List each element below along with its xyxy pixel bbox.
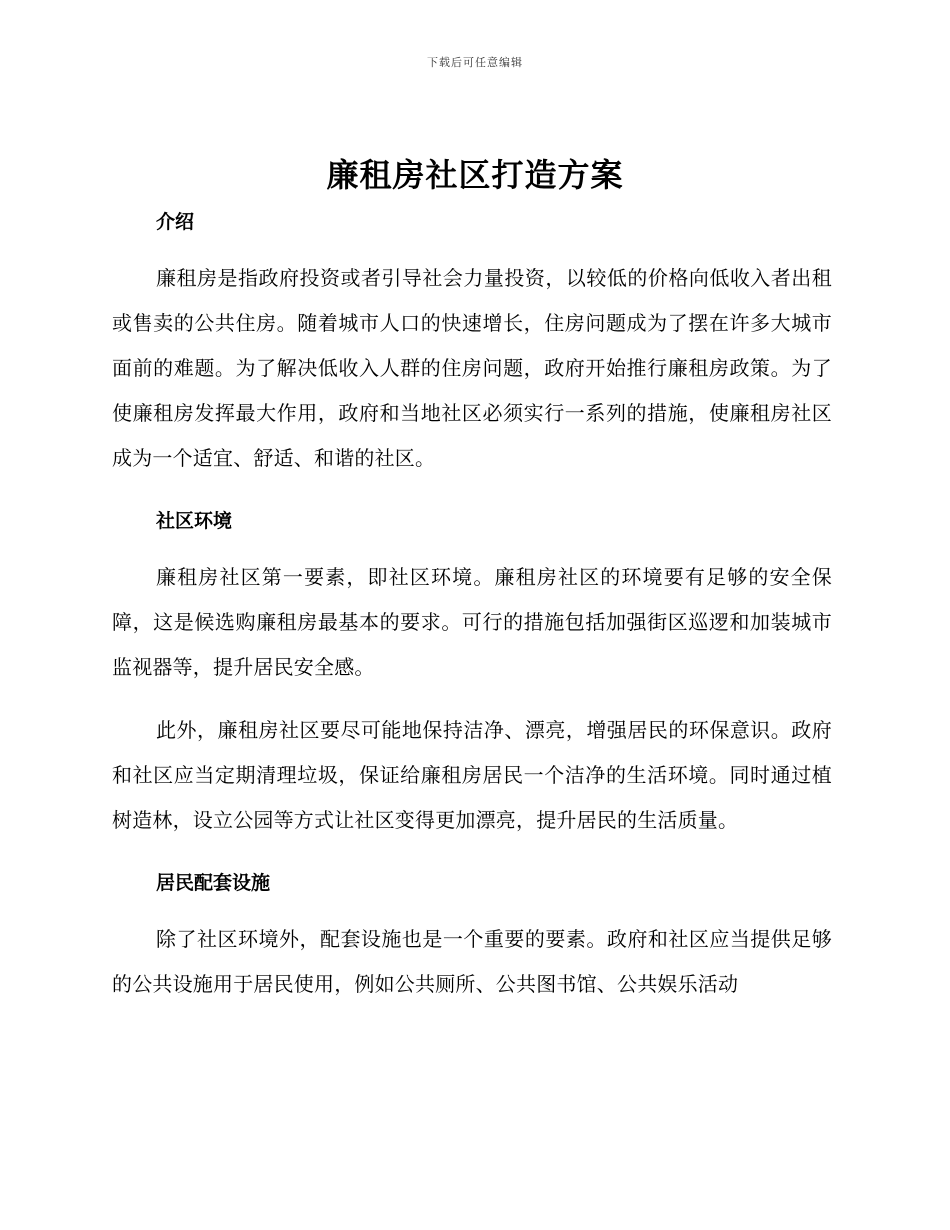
- running-header: 下载后可任意编辑: [427, 56, 523, 69]
- section-heading-environment: 社区环境: [156, 510, 233, 532]
- document-body: [112, 204, 832, 1007]
- document-title: 廉租房社区打造方案: [326, 156, 624, 194]
- section-heading-facilities: 居民配套设施: [156, 872, 271, 894]
- section-heading-intro: 介绍: [156, 211, 195, 233]
- paragraph-intro: 廉租房是指政府投资或者引导社会力量投资，以较低的价格向低收入者出租或售卖的公共住房。随着城市人口的快速增长，住房问题成为了摆在许多大城市面前的难题。为了解决低收入人群的住房问题，政府开始推行廉租房政策。为了使廉租房发挥最大作用，政府和当地社区必须实行一系列的措施，使廉租房社区成为一个适宜、舒适、和谐的社区。: [112, 266, 832, 470]
- paragraph-environment-cleanliness: 此外，廉租房社区要尽可能地保持洁净、漂亮，增强居民的环保意识。政府和社区应当定期清理垃圾，保证给廉租房居民一个洁净的生活环境。同时通过植树造林，设立公园等方式让社区变得更加漂亮，提升居民的生活质量。: [112, 718, 832, 832]
- paragraph-environment-safety: 廉租房社区第一要素，即社区环境。廉租房社区的环境要有足够的安全保障，这是候选购廉租房最基本的要求。可行的措施包括加强街区巡逻和加装城市监视器等，提升居民安全感。: [112, 565, 832, 679]
- paragraph-facilities: 除了社区环境外，配套设施也是一个重要的要素。政府和社区应当提供足够的公共设施用于居民使用，例如公共厕所、公共图书馆、公共娱乐活动: [112, 927, 832, 996]
